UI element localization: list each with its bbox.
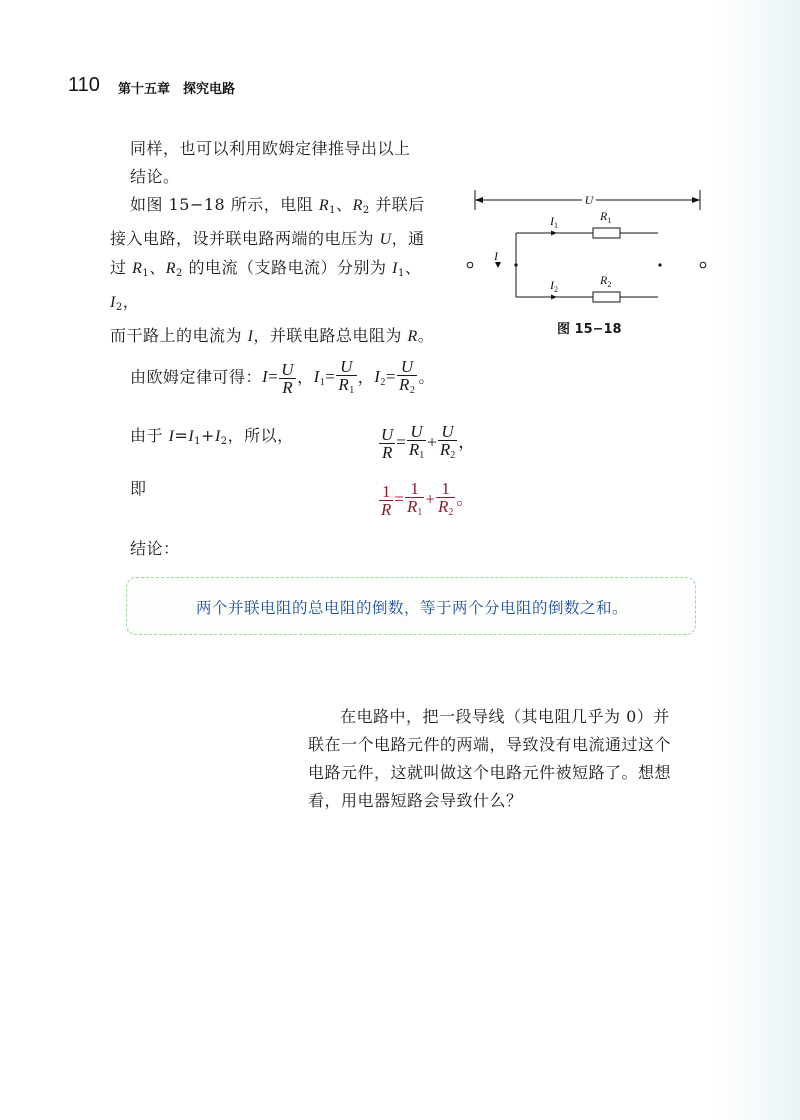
figure-caption: 图 15−18 (557, 322, 622, 337)
resistor-r1 (593, 228, 620, 238)
intro-line: 结论。 (130, 167, 180, 186)
arrow-left-icon (475, 197, 483, 203)
conclusion-label: 结论： (130, 539, 180, 558)
equation-u-over-r: $\frac{U}{R}$ = $\frac{U}{R_1}$ + $\frac{U}{R_2}$ ， (381, 422, 476, 462)
intro-line: 同样，也可以利用欧姆定律推导出以上 (130, 139, 411, 158)
chapter-title: 第十五章 探究电路 (118, 82, 236, 97)
intro-line: 接入电路，设并联电路两端的电压为 U，通 (110, 229, 425, 248)
since-line: 由于 $I=I_1+I_2$，所以， (130, 426, 294, 447)
resistor-r2 (593, 292, 620, 302)
intro-line: 过 $R_1$、$R_2$ 的电流（支路电流）分别为 $I_1$、$I_2$， (110, 258, 422, 313)
junction-dot (514, 263, 517, 266)
page-edge-shade (715, 0, 800, 1120)
equation-reciprocal: $\frac{1}{R}$ = $\frac{1}{R_1}$ + $\frac{1}{R_2}$ 。 (381, 479, 474, 519)
short-circuit-line: 在电路中，把一段导线（其电阻几乎为 0）并 (340, 707, 670, 726)
short-circuit-paragraph (308, 703, 708, 815)
label-r2: $R_2$ (600, 273, 612, 289)
label-i2: $I_2$ (550, 278, 558, 294)
short-circuit-line: 电路元件，这就叫做这个电路元件被短路了。想想 (308, 763, 672, 782)
arrow-right-icon (692, 197, 700, 203)
label-u: U (584, 193, 594, 207)
label-i1: $I_1$ (550, 214, 558, 230)
label-r1: $R_1$ (600, 209, 612, 225)
ohm-law-line: 由欧姆定律可得：I= $\frac{U}{R}$ ，$I_1=$ $\frac{U}{R_1}$ ，$I_2=$ $\frac{U}{R_2}$ 。 (130, 357, 435, 397)
parallel-circuit-diagram (460, 180, 720, 340)
terminal-right (700, 262, 706, 268)
junction-dot (658, 263, 661, 266)
label-i: I (494, 249, 498, 263)
short-circuit-line: 看，用电器短路会导致什么？ (308, 791, 523, 810)
terminal-left (467, 262, 473, 268)
intro-line: 如图 15−18 所示，电阻 $R_1$、$R_2$ 并联后 (130, 195, 425, 216)
conclusion-box (126, 577, 696, 635)
intro-paragraph (110, 135, 450, 351)
ie-label: 即 (130, 479, 147, 498)
page-number: 110 (68, 74, 100, 96)
conclusion-text: 两个并联电阻的总电阻的倒数，等于两个分电阻的倒数之和。 (195, 599, 628, 617)
current-arrow-icon (551, 295, 557, 300)
current-arrow-icon (551, 231, 557, 236)
intro-line: 而干路上的电流为 I，并联电路总电阻为 R。 (110, 326, 435, 345)
short-circuit-line: 联在一个电路元件的两端，导致没有电流通过这个 (308, 735, 672, 754)
